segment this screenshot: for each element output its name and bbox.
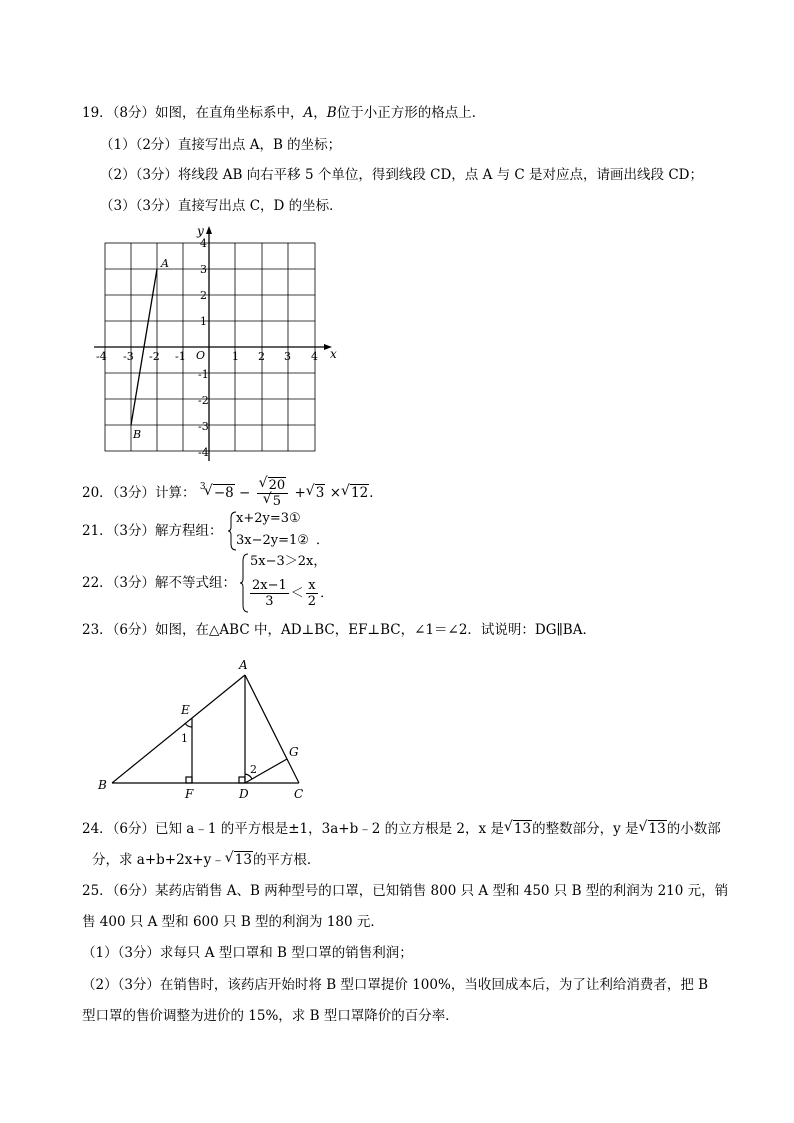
q24-sqrt13-c-rad: 13 (234, 852, 252, 868)
q20-frac-den-root: √ 5 (262, 491, 282, 509)
q20-prefix: 20．（3分）计算： (82, 485, 196, 501)
q20-cube-index: 3 (199, 482, 206, 492)
label-d: D (239, 787, 249, 801)
q20-sqrt3-rad: 3 (315, 485, 325, 501)
q24-line1 (82, 820, 721, 838)
q22-frac1 (250, 578, 289, 609)
q20-sqrt3: √ 3 (305, 483, 325, 501)
y-tick-label: 3 (200, 263, 207, 276)
q22-prefix: 22．（3分）解不等式组： (82, 575, 237, 591)
q22-frac1-den: 3 (265, 594, 274, 609)
label-b: B (98, 778, 107, 792)
y-tick-label: -2 (198, 394, 209, 407)
label-angle2: 2 (250, 763, 257, 776)
y-tick-label: 2 (200, 289, 207, 302)
q20-frac-num-root: √ 20 (258, 475, 286, 493)
q20-end: ． (369, 485, 383, 501)
x-tick-label: 1 (232, 350, 239, 363)
angle1-arc (185, 723, 192, 727)
q24-line2 (92, 851, 320, 869)
q19-head-a: A (303, 105, 314, 121)
right-angle-mark-d (239, 777, 245, 783)
q25-part1: （1）（3分）求每只 A 型口罩和 B 型口罩的销售利润； (82, 945, 413, 961)
q21-eq2: 3x−2y=1② (236, 533, 309, 548)
q20-frac-num: 20 (268, 478, 286, 493)
coordinate-grid-figure (90, 226, 350, 466)
label-f: F (185, 787, 194, 801)
x-tick-label: -1 (175, 350, 186, 363)
q22-frac2-num: x (308, 578, 316, 593)
q19-part2: （2）（3分）将线段 AB 向右平移 5 个单位，得到线段 CD，点 A 与 C 是对应点，请画出线段 CD； (100, 167, 703, 183)
q19-part3: （3）（3分）直接写出点 C，D 的坐标． (100, 198, 343, 214)
q20-cube-radicand: −8 (213, 485, 234, 501)
y-axis-label: y (197, 226, 204, 238)
right-angle-mark-f (186, 777, 192, 783)
q20-minus: − (239, 485, 251, 501)
q24-mid: 的整数部分，y 是 (532, 821, 639, 837)
q24-line1-text: 24．（6分）已知 a﹣1 的平方根是±1，3a+b﹣2 的立方根是 2，x 是 (82, 821, 504, 837)
triangle-figure (95, 655, 325, 805)
q20-plus: + (294, 485, 306, 501)
q24-line2a: 分，求 a+b+2x+y﹣ (92, 852, 225, 868)
q25-part2a: （2）（3分）在销售时，该药店开始时将 B 型口罩提价 100%，当收回成本后，为了让利给消费者，把 B (82, 977, 709, 993)
q22-end: ． (320, 586, 334, 601)
q20-line (82, 475, 383, 509)
y-tick-labels (198, 237, 209, 459)
q20-sqrt12: √ 12 (341, 483, 369, 501)
q19-head: 19．（8分）如图，在直角坐标系中， (82, 105, 304, 121)
label-e: E (181, 703, 190, 717)
q25-part2b: 型口罩的售价调整为进价的 15%，求 B 型口罩降价的百分率． (82, 1008, 459, 1024)
y-axis-arrow (206, 226, 212, 234)
q24-sqrt13-a-rad: 13 (513, 821, 532, 837)
label-a: A (239, 658, 248, 672)
q19-head-tail: 位于小正方形的格点上． (336, 105, 486, 121)
q20-cube-root (199, 482, 235, 504)
label-c: C (294, 787, 304, 801)
q23-text: 23．（6分）如图，在△ABC 中，AD⊥BC，EF⊥BC，∠1＝∠2．试说明：DG∥BA． (82, 622, 596, 638)
q20-cube-root-sign: √ (203, 483, 213, 499)
q24-sqrt13-b-rad: 13 (648, 821, 666, 837)
y-tick-label: -4 (198, 446, 209, 459)
q20-sqrt12-rad: 12 (351, 485, 369, 501)
point-b-label: B (133, 428, 142, 441)
x-tick-label: 2 (258, 350, 265, 363)
q22-lt: ＜ (290, 586, 304, 601)
q20-times: × (329, 485, 341, 501)
side-ab (112, 675, 245, 783)
x-tick-label: 3 (284, 350, 291, 363)
q21-end: ． (316, 533, 330, 548)
q22-ineq1: 5x−3＞2x， (250, 554, 327, 569)
y-tick-label: -1 (198, 368, 209, 381)
q20-fraction (257, 475, 289, 509)
x-axis-label: x (330, 347, 337, 361)
q25-line1: 25．（6分）某药店销售 A、B 两种型号的口罩，已知销售 800 只 A 型和 450 只 B 型的利润为 210 元，销 (82, 883, 729, 899)
q24-tail1: 的小数部 (666, 821, 721, 837)
q24-sqrt13-c: √ 13 (224, 850, 252, 868)
x-tick-label: 4 (311, 350, 318, 363)
y-tick-label: 1 (200, 315, 207, 328)
q24-line2b: 的平方根． (252, 852, 321, 868)
q22-frac1-num: 2x−1 (252, 578, 287, 593)
q21-prefix: 21．（3分）解方程组： (82, 523, 223, 539)
q19-head-sep: ， (313, 105, 327, 121)
label-angle1: 1 (181, 732, 188, 745)
q24-sqrt13-a: √ 13 (503, 819, 532, 837)
q22-frac2 (306, 578, 318, 609)
q22-ineq2 (248, 578, 333, 609)
q21-eq1: x+2y=3① (236, 511, 301, 526)
point-a-label: A (161, 257, 169, 270)
q20-frac-den: 5 (272, 494, 282, 509)
x-tick-label: -3 (123, 350, 134, 363)
q19-heading (82, 104, 485, 122)
x-tick-label: -2 (149, 350, 160, 363)
y-tick-label: 4 (200, 237, 207, 250)
q22-frac2-den: 2 (307, 594, 317, 609)
x-tick-label: -4 (96, 350, 107, 363)
q19-part1: （1）（2分）直接写出点 A，B 的坐标； (100, 137, 342, 153)
q19-head-b: B (326, 105, 337, 121)
origin-label: O (196, 349, 206, 362)
label-g: G (289, 745, 299, 759)
x-tick-labels (96, 350, 318, 363)
y-tick-label: -3 (198, 420, 209, 433)
q25-line2: 售 400 只 A 型和 600 只 B 型的利润为 180 元． (82, 914, 384, 930)
q24-sqrt13-b: √ 13 (638, 819, 666, 837)
